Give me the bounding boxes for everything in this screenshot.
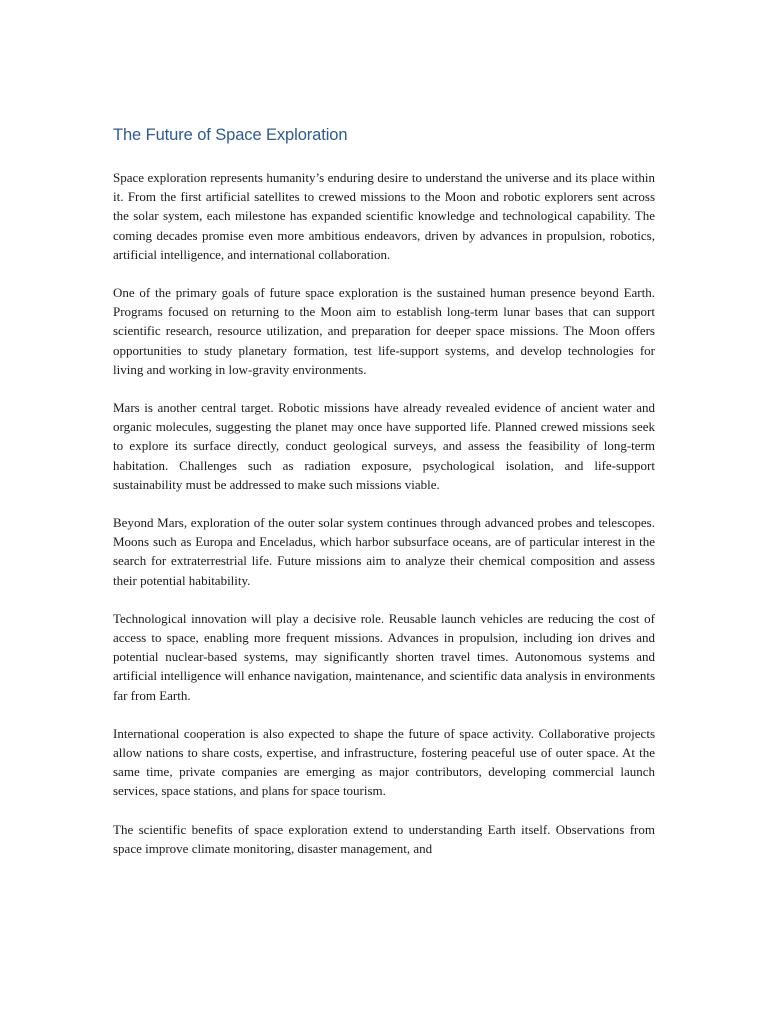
document-body	[113, 168, 655, 858]
paragraph-cooperation: International cooperation is also expected to shape the future of space activity. Collaborative projects allow nations to share costs, expertise, and infrastructure, fostering peaceful use of outer space. At the same time, private companies are emerging as major contributors, developing commercial launch services, space stations, and plans for space tourism.	[113, 725, 655, 799]
paragraph-earth-benefits: The scientific benefits of space exploration extend to understanding Earth itself. Observations from space improve climate monitoring, disaster management, and	[113, 821, 655, 856]
paragraph-outer-solar-system: Beyond Mars, exploration of the outer solar system continues through advanced probes and telescopes. Moons such as Europa and Enceladus, which harbor subsurface oceans, are of particular interest in the search for extraterrestrial life. Future missions aim to analyze their chemical composition and assess their potential habitability.	[113, 515, 655, 588]
document-content	[113, 124, 655, 877]
paragraph-technology: Technological innovation will play a decisive role. Reusable launch vehicles are reducing the cost of access to space, enabling more frequent missions. Advances in propulsion, including ion drives and potential nuclear-based systems, may significantly shorten travel times. Autonomous systems and artificial intelligence will enhance navigation, maintenance, and scientific data analysis in environments far from Earth.	[113, 610, 655, 703]
document-title: The Future of Space Exploration	[113, 126, 348, 144]
paragraph-mars: Mars is another central target. Robotic missions have already revealed evidence of ancient water and organic molecules, suggesting the planet may once have supported life. Planned crewed missions seek to explore its surface directly, conduct geological surveys, and assess the feasibility of long-term habitation. Challenges such as radiation exposure, psychological isolation, and life-support sustainability must be addressed to make such missions viable.	[113, 400, 655, 492]
paragraph-intro: Space exploration represents humanity’s enduring desire to understand the universe and its place within it. From the first artificial satellites to crewed missions to the Moon and robotic explorers sent across the solar system, each milestone has expanded scientific knowledge and technological capability. The coming decades promise even more ambitious endeavors, driven by advances in propulsion, robotics, artificial intelligence, and international collaboration.	[113, 170, 655, 262]
paragraph-human-presence: One of the primary goals of future space exploration is the sustained human presence beyond Earth. Programs focused on returning to the Moon aim to establish long-term lunar bases that can support scientific research, resource utilization, and preparation for deeper space missions. The Moon offers opportunities to study planetary formation, test life-support systems, and develop technologies for living and working in low-gravity environments.	[113, 285, 655, 377]
